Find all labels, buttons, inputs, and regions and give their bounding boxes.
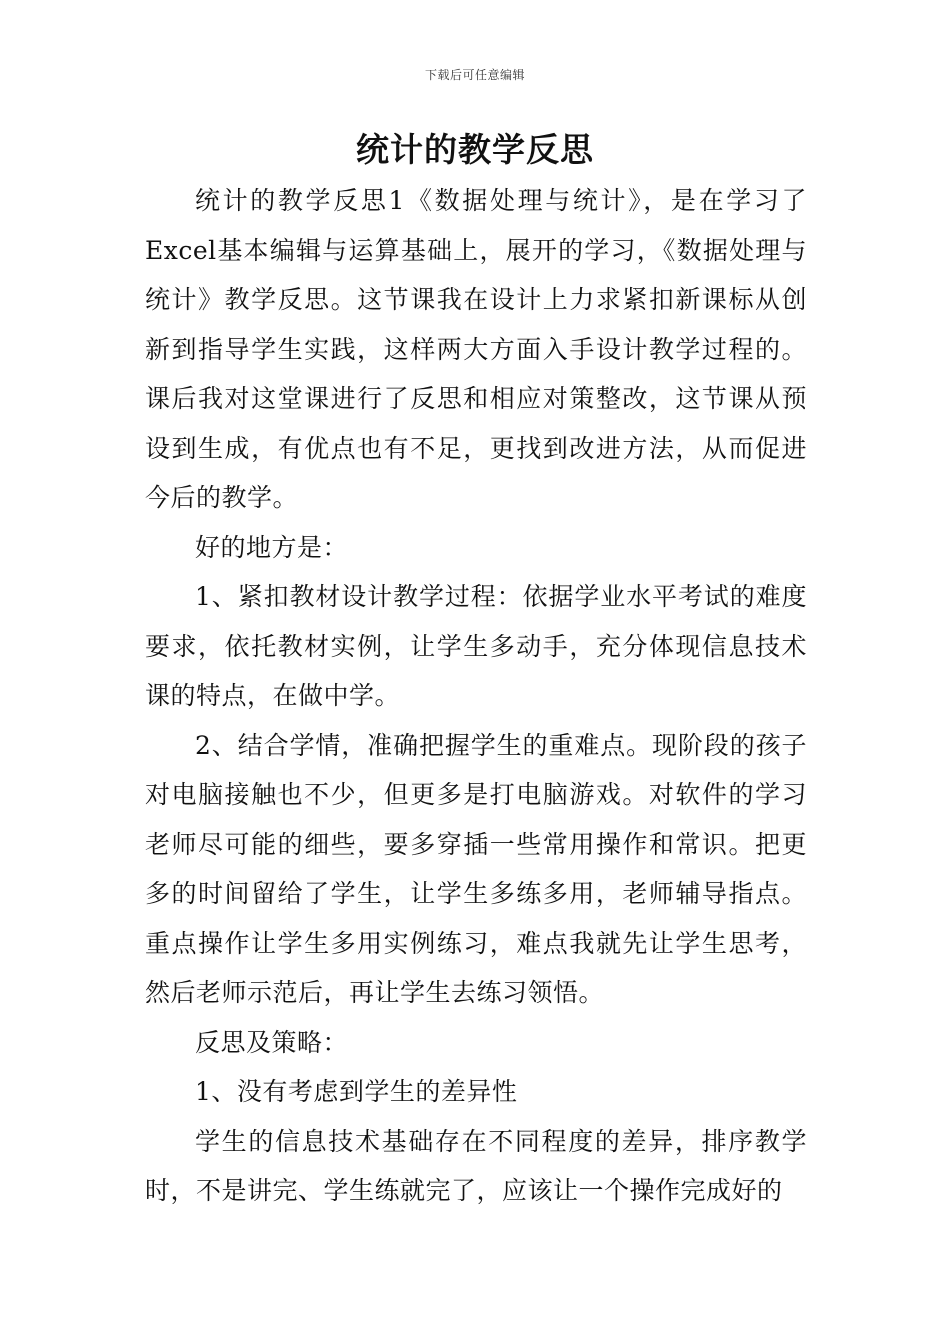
paragraph-strengths-heading: 好的地方是： [195, 532, 349, 562]
header-note: 下载后可任意编辑 [424, 68, 525, 82]
paragraph-reflection-1-detail: 学生的信息技术基础存在不同程度的差异，排序教学时，不是讲完、学生练就完了，应该让一个操作完成好的 [145, 1126, 807, 1205]
paragraph-reflection-heading: 反思及策略： [195, 1027, 349, 1057]
paragraph-strength-1: 1、紧扣教材设计教学过程：依据学业水平考试的难度要求，依托教材实例，让学生多动手，充分体现信息技术课的特点，在做中学。 [145, 582, 807, 710]
document-body [145, 176, 807, 1216]
paragraph-strength-2: 2、结合学情，准确把握学生的重难点。现阶段的孩子对电脑接触也不少，但更多是打电脑游戏。对软件的学习老师尽可能的细些，要多穿插一些常用操作和常识。把更多的时间留给了学生，让学生多练多用，老师辅导指点。重点操作让学生多用实例练习，难点我就先让学生思考，然后老师示范后，再让学生去练习领悟。 [145, 730, 807, 1007]
paragraph-reflection-1: 1、没有考虑到学生的差异性 [195, 1077, 518, 1106]
document-title: 统计的教学反思 [356, 130, 594, 169]
paragraph-intro: 统计的教学反思1《数据处理与统计》，是在学习了Excel基本编辑与运算基础上，展开的学习，《数据处理与统计》教学反思。这节课我在设计上力求紧扣新课标从创新到指导学生实践，这样两大方面入手设计教学过程的。课后我对这堂课进行了反思和相应对策整改，这节课从预设到生成，有优点也有不足，更找到改进方法，从而促进今后的教学。 [145, 186, 807, 512]
